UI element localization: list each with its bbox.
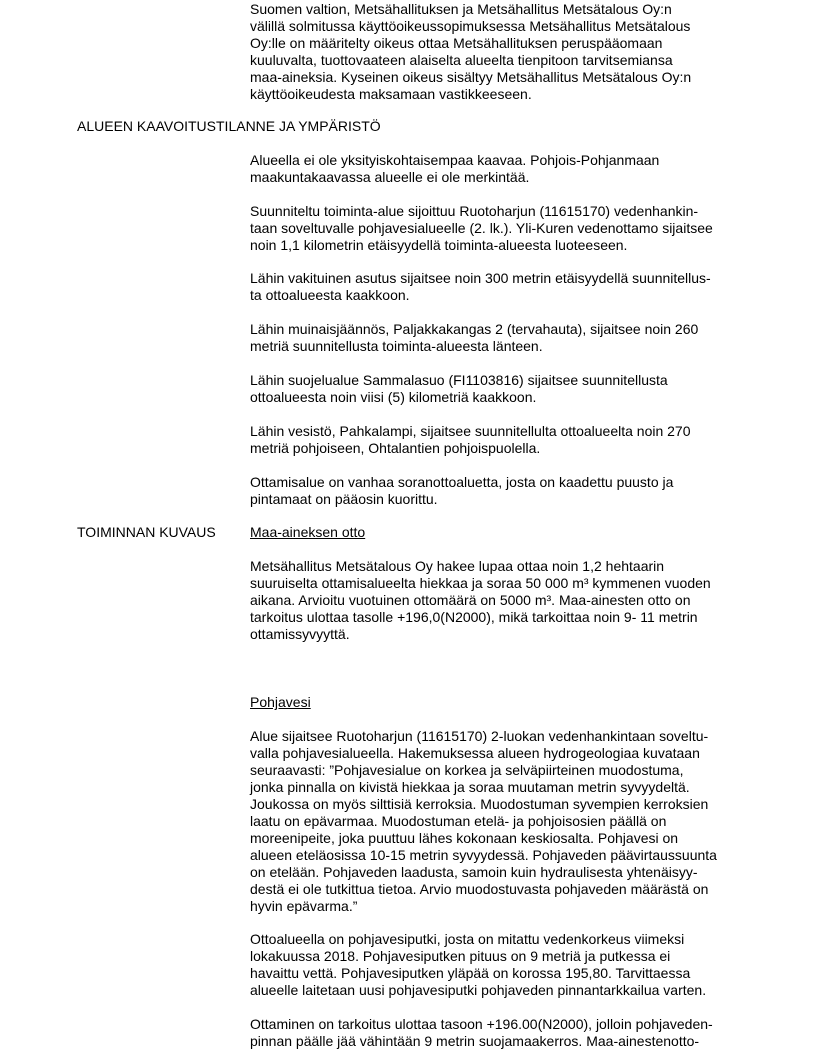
text-line: Lähin muinaisjäännös, Paljakkakangas 2 (tervahauta), sijaitsee noin 260 xyxy=(250,321,699,337)
text-line: Ottaminen on tarkoitus ulottaa tasoon +196.00(N2000), jolloin pohjaveden- xyxy=(250,1016,713,1032)
kaavoitus-paragraph-2 xyxy=(250,203,750,254)
text-line: Lähin suojelualue Sammalasuo (FI1103816) sijaitsee suunnitellusta xyxy=(250,372,668,388)
kaavoitus-paragraph-7 xyxy=(250,474,750,508)
text-line: ottoalueesta noin viisi (5) kilometriä kaakkoon. xyxy=(250,389,537,405)
text-line: Suunniteltu toiminta-alue sijoittuu Ruotoharjun (11615170) vedenhankin- xyxy=(250,203,699,219)
text-line: tarkoitus ulottaa tasolle +196,0(N2000), mikä tarkoittaa noin 9- 11 metrin xyxy=(250,609,698,625)
text-line: Lähin vakituinen asutus sijaitsee noin 300 metrin etäisyydellä suunnitellus- xyxy=(250,270,711,286)
text-line: aikana. Arvioitu vuotuinen ottomäärä on 5000 m³. Maa-ainesten otto on xyxy=(250,592,691,608)
text-line: pinnan päälle jää vähintään 9 metrin suojamaakerros. Maa-ainestenotto- xyxy=(250,1033,700,1049)
text-line: maa-aineksia. Kyseinen oikeus sisältyy Metsähallitus Metsätalous Oy:n xyxy=(250,69,692,85)
text-line: Alueella ei ole yksityiskohtaisempaa kaavaa. Pohjois-Pohjanmaan xyxy=(250,152,660,168)
text-line: Oy:lle on määritelty oikeus ottaa Metsähallituksen peruspääomaan xyxy=(250,35,663,51)
kaavoitus-paragraph-5 xyxy=(250,372,750,406)
text-line: alueelle laitetaan uusi pohjavesiputki pohjaveden pinnantarkkailua varten. xyxy=(250,982,707,998)
text-line: valla pohjavesialueella. Hakemuksessa alueen hydrogeologiaa kuvataan xyxy=(250,745,700,761)
kaavoitus-paragraph-4 xyxy=(250,321,750,355)
section-heading-kaavoitus: ALUEEN KAAVOITUSTILANNE JA YMPÄRISTÖ xyxy=(77,118,381,134)
otto-paragraph xyxy=(250,558,750,643)
text-line: laatu on epävarmaa. Muodostuman etelä- ja pohjoisosien päällä on xyxy=(250,813,667,829)
intro-paragraph xyxy=(250,1,750,103)
kaavoitus-paragraph-6 xyxy=(250,423,750,457)
text-line: lokakuussa 2018. Pohjavesiputken pituus on 9 metriä ja putkessa ei xyxy=(250,948,671,964)
text-line: taan soveltuvalle pohjavesialueelle (2. lk.). Yli-Kuren vedenottamo sijaitsee xyxy=(250,220,713,236)
subhead-pohjavesi-block xyxy=(250,694,750,711)
text-line: havaittu vettä. Pohjavesiputken yläpää on korossa 195,80. Tarvittaessa xyxy=(250,965,691,981)
text-line: Alue sijaitsee Ruotoharjun (11615170) 2-luokan vedenhankintaan soveltu- xyxy=(250,728,709,744)
text-line: metriä suunnitellusta toiminta-alueesta länteen. xyxy=(250,338,543,354)
text-line: noin 1,1 kilometrin etäisyydellä toiminta-alueesta luoteeseen. xyxy=(250,237,628,253)
text-line: kuuluvalta, tuottovaateen alaiselta alueelta tienpitoon tarvitsemiansa xyxy=(250,52,673,68)
text-line: suuruiselta ottamisalueelta hiekkaa ja soraa 50 000 m³ kymmenen vuoden xyxy=(250,575,711,591)
text-line: jonka pinnalla on kivistä hiekkaa ja soraa muutaman metrin syvyydeltä. xyxy=(250,779,690,795)
text-line: ta ottoalueesta kaakkoon. xyxy=(250,287,410,303)
text-line: destä ei ole tutkittua tietoa. Arvio muodostuvasta pohjaveden määrästä on xyxy=(250,881,709,897)
kaavoitus-paragraph-3 xyxy=(250,270,750,304)
text-line: Metsähallitus Metsätalous Oy hakee lupaa ottaa noin 1,2 hehtaarin xyxy=(250,558,665,574)
subhead-otto-block xyxy=(250,524,750,541)
text-line: alueen eteläosissa 10-15 metrin syvyydessä. Pohjaveden päävirtaussuunta xyxy=(250,847,717,863)
kaavoitus-paragraph-1 xyxy=(250,152,750,186)
text-line: Ottamisalue on vanhaa soranottoaluetta, josta on kaadettu puusto ja xyxy=(250,474,674,490)
text-line: pintamaat on pääosin kuorittu. xyxy=(250,491,438,507)
text-line: on etelään. Pohjaveden laadusta, samoin kuin hydraulisesta yhtenäisyy- xyxy=(250,864,698,880)
section-heading-kuvaus: TOIMINNAN KUVAUS xyxy=(77,524,216,540)
text-line: maakuntakaavassa alueelle ei ole merkintää. xyxy=(250,169,530,185)
text-line: välillä solmitussa käyttöoikeussopimuksessa Metsähallitus Metsätalous xyxy=(250,18,691,34)
pohjavesi-paragraph-3 xyxy=(250,1016,750,1050)
subheading-maa-aineksen-otto: Maa-aineksen otto xyxy=(250,524,366,540)
text-line: Lähin vesistö, Pahkalampi, sijaitsee suunnitellulta ottoalueelta noin 270 xyxy=(250,423,691,439)
pohjavesi-paragraph-2 xyxy=(250,931,750,999)
pohjavesi-paragraph-1 xyxy=(250,728,750,915)
text-line: metriä pohjoiseen, Ohtalantien pohjoispuolella. xyxy=(250,440,541,456)
subheading-pohjavesi: Pohjavesi xyxy=(250,694,311,710)
text-line: Joukossa on myös silttisiä kerroksia. Muodostuman syvempien kerroksien xyxy=(250,796,709,812)
text-line: ottamissyvyyttä. xyxy=(250,626,350,642)
text-line: seuraavasti: ”Pohjavesialue on korkea ja selväpiirteinen muodostuma, xyxy=(250,762,684,778)
text-line: hyvin epävarma.” xyxy=(250,898,358,914)
text-line: moreenipeite, joka puuttuu lähes kokonaan keskiosalta. Pohjavesi on xyxy=(250,830,679,846)
text-line: Ottoalueella on pohjavesiputki, josta on mitattu vedenkorkeus viimeksi xyxy=(250,931,685,947)
text-line: käyttöoikeudesta maksamaan vastikkeeseen. xyxy=(250,86,532,102)
text-line: Suomen valtion, Metsähallituksen ja Metsähallitus Metsätalous Oy:n xyxy=(250,1,672,17)
